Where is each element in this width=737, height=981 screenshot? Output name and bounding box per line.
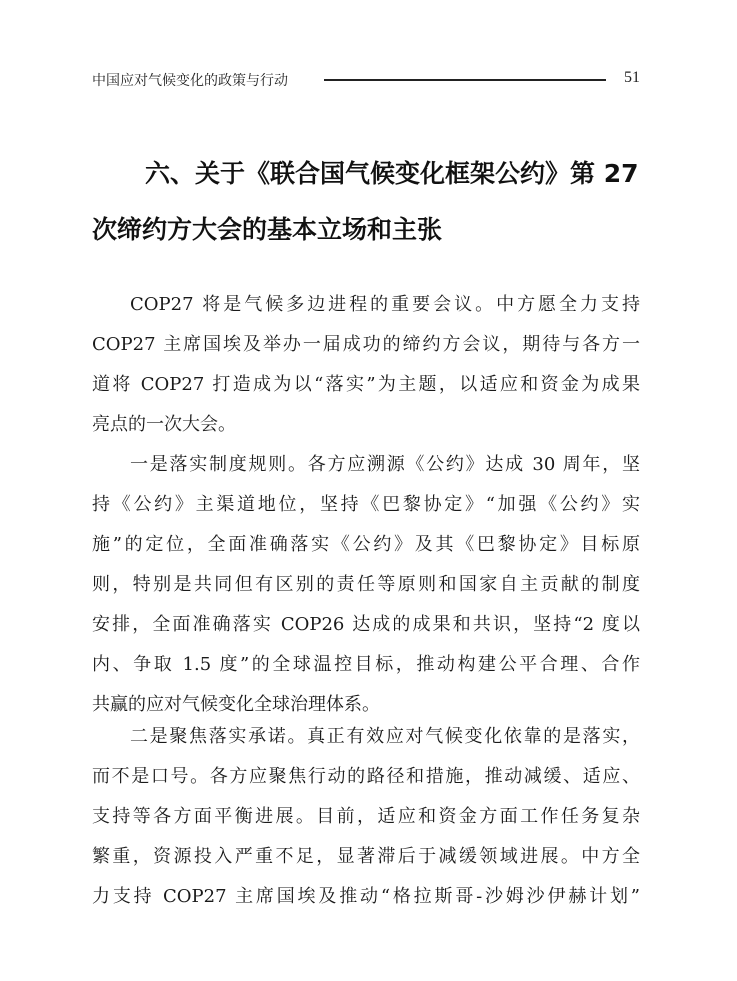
paragraph-line: 安排，全面准确落实 COP26 达成的成果和共识，坚持“2 度以: [92, 614, 640, 635]
paragraph-line: 支持等各方面平衡进展。目前，适应和资金方面工作任务复杂: [92, 806, 640, 827]
paragraph-1: [92, 285, 640, 445]
paragraph-line: 持《公约》主渠道地位，坚持《巴黎协定》“加强《公约》实: [92, 494, 640, 515]
paragraph-line: COP27 主席国埃及举办一届成功的缔约方会议，期待与各方一: [92, 334, 640, 355]
paragraph-line: 亮点的一次大会。: [92, 414, 236, 435]
page-number: 51: [624, 69, 640, 86]
paragraph-line: 力支持 COP27 主席国埃及推动“格拉斯哥-沙姆沙伊赫计划”: [92, 886, 640, 907]
paragraph-line: 而不是口号。各方应聚焦行动的路径和措施，推动减缓、适应、: [92, 766, 640, 787]
section-title-line-1: 六、关于《联合国气候变化框架公约》第 27: [145, 159, 639, 188]
paragraph-3: [92, 717, 640, 917]
paragraph-line: 道将 COP27 打造成为以“落实”为主题，以适应和资金为成果: [92, 374, 640, 395]
header-rule: [324, 79, 606, 81]
paragraph-line: 共赢的应对气候变化全球治理体系。: [92, 694, 380, 715]
section-title-line-2: 次缔约方大会的基本立场和主张: [92, 215, 443, 244]
paragraph-line: COP27 将是气候多边进程的重要会议。中方愿全力支持: [130, 294, 640, 315]
running-header: [92, 68, 640, 90]
paragraph-line: 则，特别是共同但有区别的责任等原则和国家自主贡献的制度: [92, 574, 640, 595]
paragraph-line: 繁重，资源投入严重不足，显著滞后于减缓领域进展。中方全: [92, 846, 640, 867]
paragraph-2: [92, 445, 640, 725]
running-header-title: 中国应对气候变化的政策与行动: [92, 73, 288, 89]
paragraph-line: 施”的定位，全面准确落实《公约》及其《巴黎协定》目标原: [92, 534, 640, 555]
paragraph-line: 二是聚焦落实承诺。真正有效应对气候变化依靠的是落实，: [130, 726, 640, 747]
paragraph-line: 一是落实制度规则。各方应溯源《公约》达成 30 周年，坚: [130, 454, 640, 475]
paragraph-line: 内、争取 1.5 度”的全球温控目标，推动构建公平合理、合作: [92, 654, 640, 675]
